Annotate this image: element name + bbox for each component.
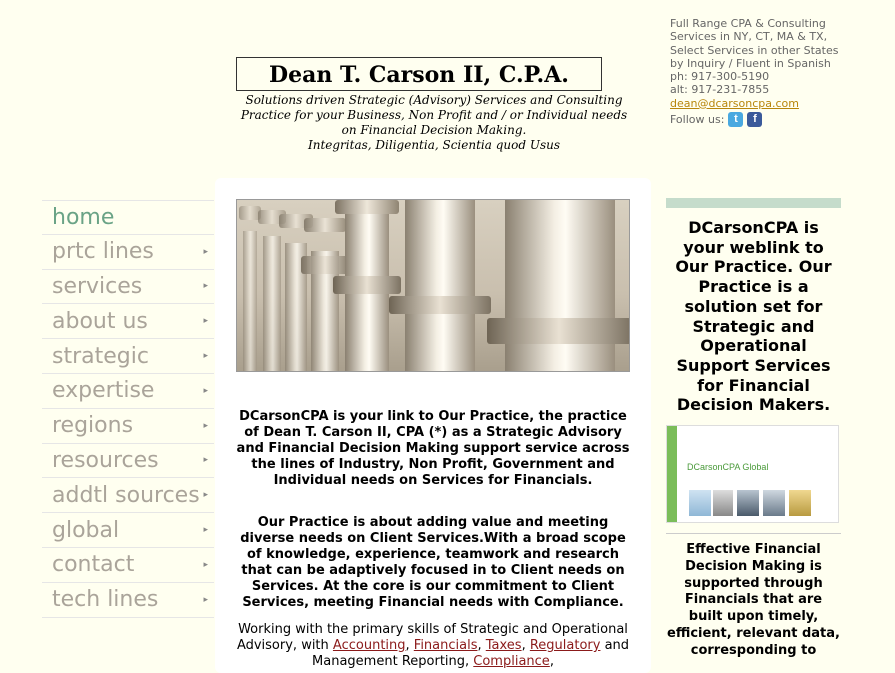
nav-item-tech-lines[interactable] — [42, 583, 214, 618]
separator: , — [521, 638, 530, 653]
nav-label: tech lines — [52, 587, 159, 613]
nav-item-expertise[interactable] — [42, 374, 214, 409]
contact-line: Services in NY, CT, MA & TX, — [670, 30, 828, 44]
wind-turbine-thumbnail — [689, 490, 711, 516]
nav-label: prtc lines — [52, 239, 154, 265]
alt-phone-number: alt: 917-231-7855 — [670, 83, 770, 97]
compliance-link[interactable]: Compliance — [473, 654, 550, 669]
nav-label: resources — [52, 447, 159, 473]
nav-item-about-us[interactable] — [42, 304, 214, 339]
tagline-motto: Integritas, Diligentia, Scientia quod Usus — [307, 138, 561, 152]
chevron-right-icon: ▸ — [203, 385, 208, 396]
skills-paragraph — [236, 622, 630, 670]
chevron-right-icon: ▸ — [203, 559, 208, 570]
sidebar-heading: DCarsonCPA is your weblink to Our Practice. Our Practice is a solution set for Strategic and Operational Support Services for Financial Decision Makers. — [675, 218, 832, 415]
global-promo-banner[interactable] — [666, 425, 839, 523]
chevron-right-icon: ▸ — [203, 455, 208, 466]
nav-label: regions — [52, 413, 134, 439]
follow-label: Follow us: — [670, 112, 725, 126]
separator: , — [549, 654, 554, 669]
chevron-right-icon: ▸ — [203, 316, 208, 327]
nav-item-addtl-sources[interactable] — [42, 478, 214, 513]
nav-label: global — [52, 517, 120, 543]
tagline-line-3: on Financial Decision Making. — [341, 123, 527, 137]
contact-line: by Inquiry / Fluent in Spanish — [670, 56, 831, 70]
nav-item-contact[interactable] — [42, 548, 214, 583]
nav-item-prtc-lines[interactable] — [42, 235, 214, 270]
skills-mid: and Management Reporting, — [312, 638, 630, 669]
financials-link[interactable]: Financials — [413, 638, 478, 653]
chevron-right-icon: ▸ — [203, 281, 208, 292]
contact-line: Full Range CPA & Consulting — [670, 17, 826, 30]
accounting-link[interactable]: Accounting — [332, 638, 406, 653]
phone-number: ph: 917-300-5190 — [670, 70, 770, 84]
nav-item-regions[interactable] — [42, 409, 214, 444]
separator: , — [477, 638, 486, 653]
city-thumbnail — [737, 490, 759, 516]
chevron-right-icon: ▸ — [203, 246, 208, 257]
twitter-icon[interactable]: t — [728, 112, 743, 127]
tagline-line-1: Solutions driven Strategic (Advisory) Services and Consulting — [245, 93, 623, 107]
chevron-right-icon: ▸ — [203, 420, 208, 431]
nav-item-resources[interactable] — [42, 444, 214, 479]
separator: , — [405, 638, 414, 653]
banner-title: DCarsonCPA Global — [687, 462, 769, 473]
nav-item-strategic[interactable] — [42, 339, 214, 374]
site-tagline — [236, 93, 632, 153]
nav-label: about us — [52, 308, 148, 334]
wheat-thumbnail — [789, 490, 811, 516]
contact-line: Select Services in other States — [670, 43, 839, 57]
nav-item-services[interactable] — [42, 270, 214, 305]
chevron-right-icon: ▸ — [203, 490, 208, 501]
nav-label: addtl sources — [52, 482, 200, 508]
skills-intro: Working with the primary skills of Strategic and Operational Advisory, with — [236, 622, 628, 653]
nav-label: contact — [52, 552, 135, 578]
contact-info — [670, 17, 890, 127]
sidebar-subtext: Effective Financial Decision Making is supported through Financials that are built upon timely, efficient, relevant data, corresponding to — [667, 542, 840, 658]
sidebar-divider — [666, 533, 841, 534]
facebook-icon[interactable]: f — [747, 112, 762, 127]
chevron-right-icon: ▸ — [203, 351, 208, 362]
nav-label: strategic — [52, 343, 149, 369]
chevron-right-icon: ▸ — [203, 525, 208, 536]
right-sidebar — [666, 198, 841, 660]
nav-item-home[interactable] — [42, 200, 214, 235]
practice-paragraph: Our Practice is about adding value and meeting diverse needs on Client Services.With a broad scope of knowledge, experience, teamwork and research that can be adaptively focused in to Client needs on Services. At the core is our commitment to Client Services, meeting Financial needs with Compliance. — [240, 515, 626, 610]
building-thumbnail — [763, 490, 785, 516]
hero-image-columns — [236, 199, 630, 372]
sidebar-accent-bar — [666, 198, 841, 208]
follow-us — [670, 112, 890, 127]
taxes-link[interactable]: Taxes — [485, 638, 522, 653]
banner-stripe — [667, 426, 677, 522]
email-link[interactable]: dean@dcarsoncpa.com — [670, 96, 799, 110]
regulatory-link[interactable]: Regulatory — [529, 638, 601, 653]
nav-item-global[interactable] — [42, 513, 214, 548]
chevron-right-icon: ▸ — [203, 594, 208, 605]
tagline-line-2: Practice for your Business, Non Profit and / or Individual needs — [240, 108, 628, 122]
site-title: Dean T. Carson II, C.P.A. — [236, 57, 602, 91]
intro-paragraph: DCarsonCPA is your link to Our Practice, the practice of Dean T. Carson II, CPA (*) as a Strategic Advisory and Financial Decision Making support service across the lines of Industry, Non Profit, Government and Individual needs on Services for Financials. — [236, 409, 630, 488]
nav-label: services — [52, 273, 143, 299]
main-content — [215, 178, 651, 673]
nav-label: expertise — [52, 378, 155, 404]
nav-label: home — [52, 204, 115, 230]
document-thumbnail — [713, 490, 733, 516]
main-nav — [42, 200, 214, 618]
